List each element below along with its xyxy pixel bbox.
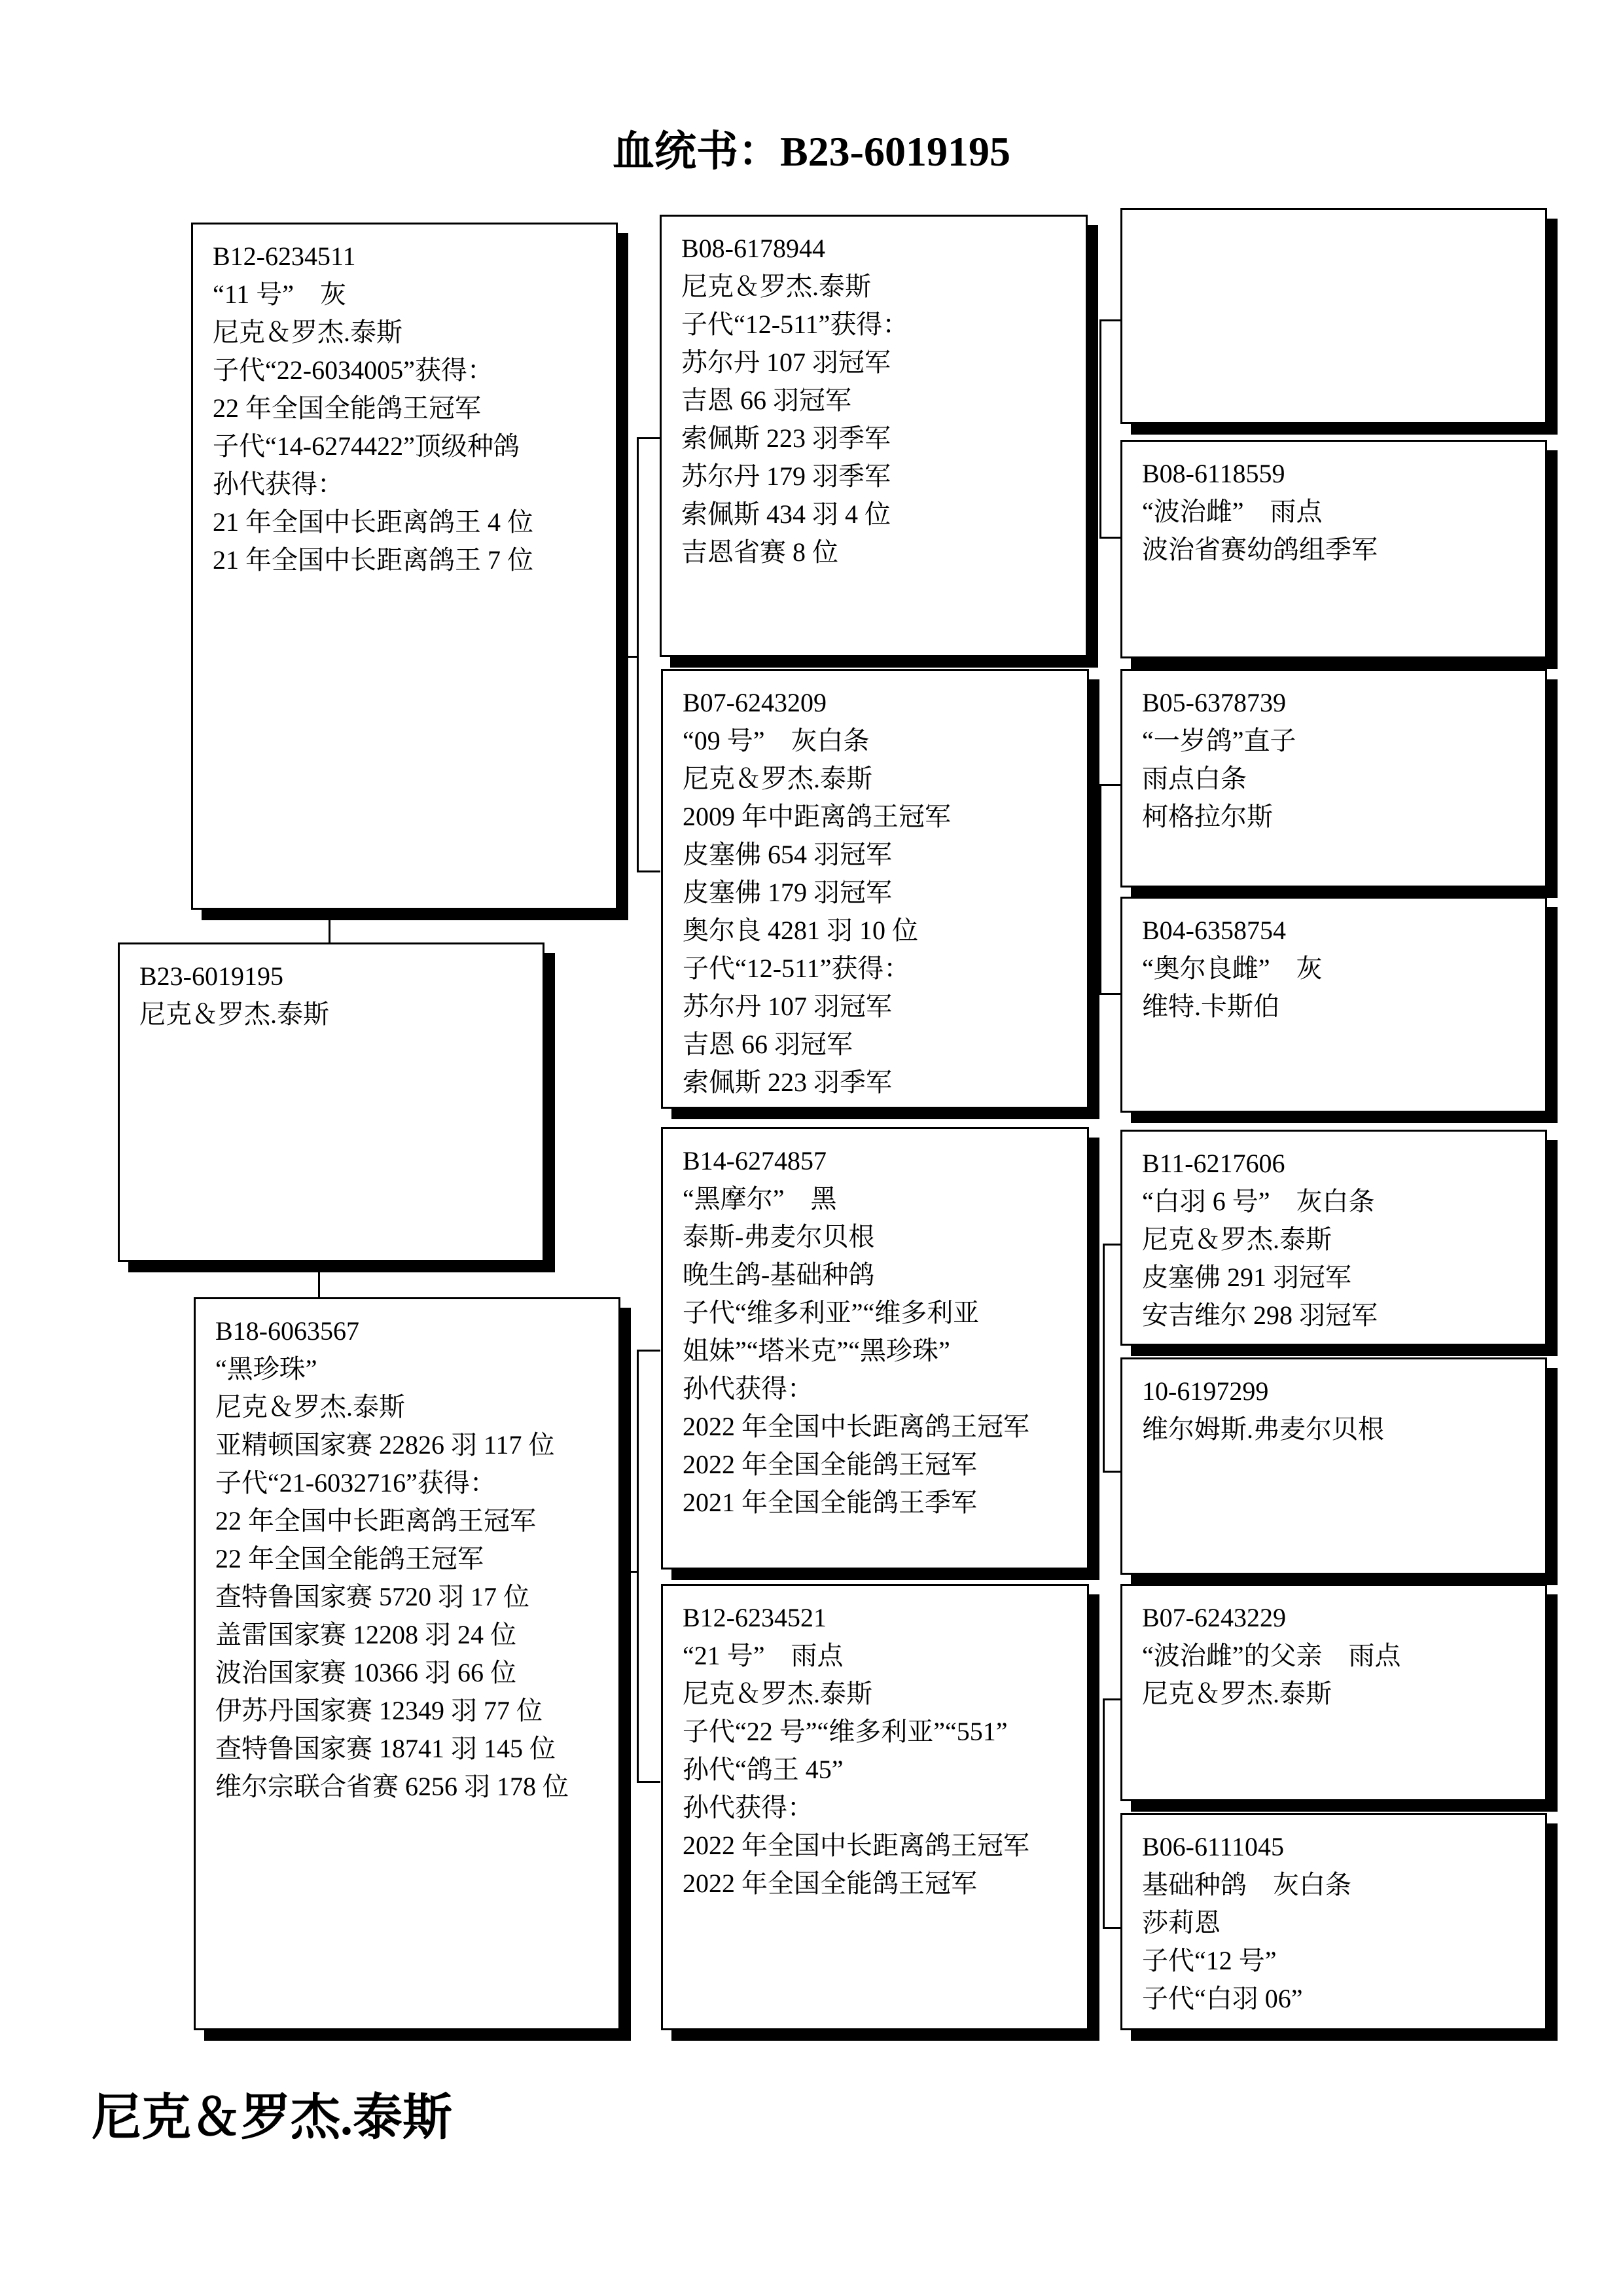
connector-ds-bottom: [1103, 1471, 1121, 1473]
dam-line: 查特鲁国家赛 18741 羽 145 位: [215, 1734, 556, 1763]
connector-dd-top: [1103, 1698, 1121, 1700]
dam-dam-line: 子代“22 号”“维多利亚”“551”: [683, 1717, 1008, 1746]
pedigree-box-dd-sire: [1120, 1584, 1547, 1801]
pedigree-title: 血统书：B23-6019195: [613, 128, 1010, 175]
subject-ring-number: B23-6019195: [139, 961, 283, 991]
connector-sd-branch: [1099, 784, 1101, 995]
sire-sire-line: 子代“12-511”获得：: [681, 310, 909, 339]
sire-dam-line: 皮塞佛 654 羽冠军: [683, 840, 892, 869]
connector-sd-bottom: [1099, 993, 1121, 995]
connector-ss-bottom: [1099, 537, 1121, 539]
sire-sire-line: 苏尔丹 107 羽冠军: [681, 348, 891, 377]
connector-sire-bottom: [637, 870, 660, 872]
sire-line: 22 年全国全能鸽王冠军: [213, 393, 481, 423]
pedigree-box-sd-sire: [1120, 669, 1547, 888]
ss-dam-ring-number: B08-6118559: [1142, 459, 1285, 488]
connector-ds-top: [1103, 1244, 1121, 1246]
sire-line: “11 号” 灰: [213, 279, 347, 309]
dam-line: 维尔宗联合省赛 6256 羽 178 位: [215, 1772, 569, 1801]
ss-dam-line: 波治省赛幼鸽组季军: [1142, 535, 1378, 564]
sire-dam-line: 奥尔良 4281 羽 10 位: [683, 916, 918, 945]
ds-sire-line: 尼克＆罗杰.泰斯: [1142, 1225, 1332, 1254]
connector-dam-top: [637, 1350, 660, 1352]
ds-sire-line: “白羽 6 号” 灰白条: [1142, 1187, 1375, 1216]
dd-dam-ring-number: B06-6111045: [1142, 1832, 1285, 1861]
dam-sire-ring-number: B14-6274857: [683, 1146, 827, 1175]
connector-sire-subject: [329, 908, 330, 942]
sire-dam-line: 子代“12-511”获得：: [683, 954, 910, 983]
connector-dd-branch: [1103, 1698, 1105, 1929]
sire-dam-line: 2009 年中距离鸽王冠军: [683, 802, 951, 831]
sire-dam-line: 苏尔丹 107 羽冠军: [683, 992, 892, 1021]
sire-dam-line: 尼克＆罗杰.泰斯: [683, 764, 872, 793]
dam-dam-line: “21 号” 雨点: [683, 1641, 844, 1670]
connector-dam-subject: [318, 1261, 320, 1298]
dam-sire-line: 2021 年全国全能鸽王季军: [683, 1488, 977, 1517]
sd-dam-line: 维特.卡斯伯: [1142, 992, 1279, 1021]
pedigree-box-ds-dam: [1120, 1357, 1547, 1575]
dam-line: 22 年全国全能鸽王冠军: [215, 1544, 484, 1573]
dam-line: 伊苏丹国家赛 12349 羽 77 位: [215, 1696, 543, 1725]
dam-sire-line: 晚生鸽-基础种鸽: [683, 1260, 875, 1289]
sire-dam-line: “09 号” 灰白条: [683, 726, 870, 755]
sire-dam-line: 索佩斯 223 羽季军: [683, 1067, 892, 1097]
connector-sire-stub: [615, 656, 639, 658]
dam-sire-line: 2022 年全国中长距离鸽王冠军: [683, 1412, 1029, 1441]
sd-sire-line: 雨点白条: [1142, 764, 1247, 793]
sire-sire-line: 索佩斯 434 羽 4 位: [681, 499, 891, 529]
dam-ring-number: B18-6063567: [215, 1316, 359, 1346]
dd-dam-line: 莎莉恩: [1142, 1908, 1221, 1937]
connector-dd-bottom: [1103, 1927, 1121, 1929]
dam-line: 22 年全国中长距离鸽王冠军: [215, 1506, 536, 1535]
connector-dam-bottom: [637, 1781, 660, 1783]
subject-breeder: 尼克＆罗杰.泰斯: [139, 999, 329, 1029]
dam-dam-line: 2022 年全国中长距离鸽王冠军: [683, 1831, 1029, 1860]
pedigree-box-ss-dam: [1120, 440, 1547, 658]
pedigree-box-sd-dam: [1120, 897, 1547, 1113]
ss-dam-line: “波治雌” 雨点: [1142, 497, 1323, 526]
dam-sire-line: 2022 年全国全能鸽王冠军: [683, 1450, 977, 1479]
sire-sire-line: 吉恩 66 羽冠军: [681, 386, 851, 415]
pedigree-box-sire: [191, 223, 618, 910]
pedigree-box-ds-sire: [1120, 1130, 1547, 1346]
sire-ring-number: B12-6234511: [213, 242, 356, 271]
pedigree-box-ss-sire: [1120, 208, 1547, 424]
ds-dam-ring-number: 10-6197299: [1142, 1376, 1269, 1406]
dam-sire-line: 泰斯-弗麦尔贝根: [683, 1222, 875, 1251]
dam-dam-line: 尼克＆罗杰.泰斯: [683, 1679, 872, 1708]
connector-ss-top: [1099, 319, 1121, 321]
dd-sire-ring-number: B07-6243229: [1142, 1603, 1286, 1632]
pedigree-box-sire-dam: [661, 669, 1089, 1109]
dam-line: 波治国家赛 10366 羽 66 位: [215, 1658, 516, 1687]
dam-dam-ring-number: B12-6234521: [683, 1603, 827, 1632]
pedigree-box-dam: [194, 1297, 620, 2030]
dd-sire-line: 尼克＆罗杰.泰斯: [1142, 1679, 1332, 1708]
sd-sire-ring-number: B05-6378739: [1142, 688, 1286, 717]
connector-sire-top: [637, 437, 660, 439]
dam-sire-line: “黑摩尔” 黑: [683, 1184, 837, 1213]
dd-dam-line: 子代“白羽 06”: [1142, 1984, 1303, 2013]
sire-sire-line: 索佩斯 223 羽季军: [681, 423, 891, 453]
dam-dam-line: 孙代获得：: [683, 1793, 813, 1822]
ds-dam-line: 维尔姆斯.弗麦尔贝根: [1142, 1414, 1384, 1444]
dd-dam-line: 子代“12 号”: [1142, 1946, 1277, 1975]
connector-ds-branch: [1103, 1244, 1105, 1473]
ds-sire-line: 安吉维尔 298 羽冠军: [1142, 1300, 1378, 1330]
sire-sire-line: 吉恩省赛 8 位: [681, 537, 838, 567]
sire-line: 21 年全国中长距离鸽王 7 位: [213, 545, 533, 575]
sd-sire-line: 柯格拉尔斯: [1142, 802, 1273, 831]
dam-line: 子代“21-6032716”获得：: [215, 1468, 496, 1498]
connector-dam-branch: [637, 1350, 639, 1783]
ds-sire-ring-number: B11-6217606: [1142, 1149, 1285, 1178]
sire-dam-ring-number: B07-6243209: [683, 688, 827, 717]
pedigree-box-dd-dam: [1120, 1813, 1547, 2030]
dam-line: 查特鲁国家赛 5720 羽 17 位: [215, 1582, 529, 1611]
dam-sire-line: 子代“维多利亚”“维多利亚: [683, 1298, 980, 1327]
pedigree-box-subject: [118, 942, 544, 1262]
pedigree-box-sire-sire: [660, 215, 1088, 657]
connector-ss-branch: [1099, 319, 1101, 539]
dd-dam-line: 基础种鸽 灰白条: [1142, 1870, 1351, 1899]
sire-line: 子代“22-6034005”获得：: [213, 355, 493, 385]
sire-dam-line: 吉恩 66 羽冠军: [683, 1030, 853, 1059]
owner-footer: 尼克＆罗杰.泰斯: [92, 2090, 452, 2145]
connector-sire-branch: [637, 437, 639, 872]
dam-dam-line: 2022 年全国全能鸽王冠军: [683, 1869, 977, 1898]
dam-line: 盖雷国家赛 12208 羽 24 位: [215, 1620, 516, 1649]
sire-sire-line: 苏尔丹 179 羽季军: [681, 461, 891, 491]
sire-line: 孙代获得：: [213, 469, 344, 499]
ds-sire-line: 皮塞佛 291 羽冠军: [1142, 1263, 1351, 1292]
sire-sire-line: 尼克＆罗杰.泰斯: [681, 272, 871, 301]
dam-sire-line: 姐妹”“塔米克”“黑珍珠”: [683, 1336, 950, 1365]
sd-dam-ring-number: B04-6358754: [1142, 916, 1286, 945]
dd-sire-line: “波治雌”的父亲 雨点: [1142, 1641, 1401, 1670]
dam-sire-line: 孙代获得：: [683, 1374, 813, 1403]
sd-dam-line: “奥尔良雌” 灰: [1142, 954, 1323, 983]
sire-sire-ring-number: B08-6178944: [681, 234, 825, 263]
pedigree-box-dam-sire: [661, 1127, 1089, 1570]
dam-line: 尼克＆罗杰.泰斯: [215, 1392, 405, 1422]
dam-line: “黑珍珠”: [215, 1354, 317, 1384]
sire-line: 尼克＆罗杰.泰斯: [213, 317, 402, 347]
connector-sd-top: [1099, 784, 1121, 786]
dam-line: 亚精顿国家赛 22826 羽 117 位: [215, 1430, 555, 1460]
sire-line: 21 年全国中长距离鸽王 4 位: [213, 507, 533, 537]
dam-dam-line: 孙代“鸽王 45”: [683, 1755, 844, 1784]
sire-dam-line: 皮塞佛 179 羽冠军: [683, 878, 892, 907]
pedigree-box-dam-dam: [661, 1584, 1089, 2030]
sire-line: 子代“14-6274422”顶级种鸽: [213, 431, 520, 461]
sd-sire-line: “一岁鸽”直子: [1142, 726, 1296, 755]
